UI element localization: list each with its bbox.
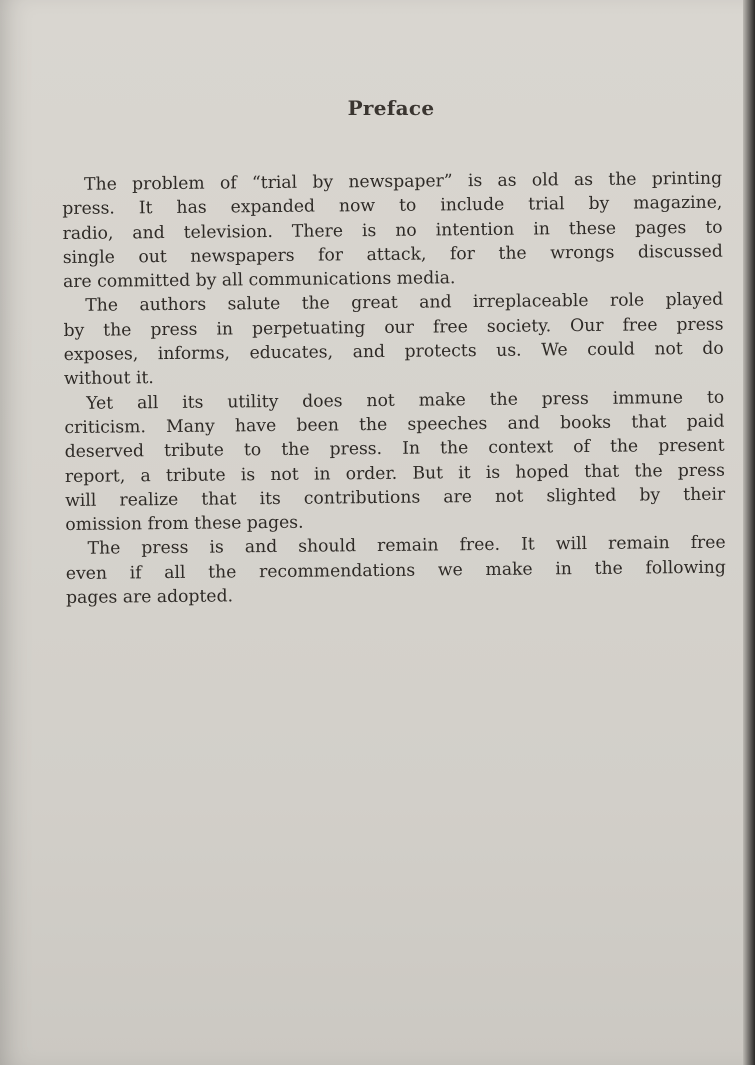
text-line: report, a tribute is not in order. But it is hoped that the press xyxy=(64,460,725,487)
text-line: exposes, informs, educates, and protects us. We could not do xyxy=(63,338,724,366)
paragraph xyxy=(63,288,724,392)
text-line: The authors salute the great and irreplaceable role played xyxy=(85,290,724,317)
text-line: press. It has expanded now to include trial by magazine, xyxy=(62,192,723,220)
paragraph xyxy=(62,167,723,295)
text-line: radio, and television. There is no intention in these pages to xyxy=(62,217,723,244)
page-edge-shadow xyxy=(743,0,755,1065)
page-title: Preface xyxy=(347,96,435,120)
text-line: single out newspapers for attack, for the wrongs discussed xyxy=(62,241,723,268)
preface-body xyxy=(62,167,726,611)
text-line: criticism. Many have been the speeches and books that paid xyxy=(64,411,725,438)
text-line: deserved tribute to the press. In the context of the present xyxy=(64,435,725,463)
text-line: will realize that its contributions are not slighted by their xyxy=(65,484,726,511)
text-line: by the press in perpetuating our free society. Our free press xyxy=(63,314,724,341)
text-line: are committed by all communications media. xyxy=(62,268,456,293)
text-line: without it. xyxy=(63,368,154,390)
text-line: The press is and should remain free. It will remain free xyxy=(87,533,726,560)
text-line: omission from these pages. xyxy=(65,512,304,536)
text-line: Yet all its utility does not make the press immune to xyxy=(86,387,725,414)
text-line: pages are adopted. xyxy=(65,586,234,609)
text-line: The problem of “trial by newspaper” is as old as the printing xyxy=(84,168,723,195)
text-line: even if all the recommendations we make in the following xyxy=(65,557,726,584)
paragraph xyxy=(64,385,725,537)
paragraph xyxy=(65,531,726,610)
